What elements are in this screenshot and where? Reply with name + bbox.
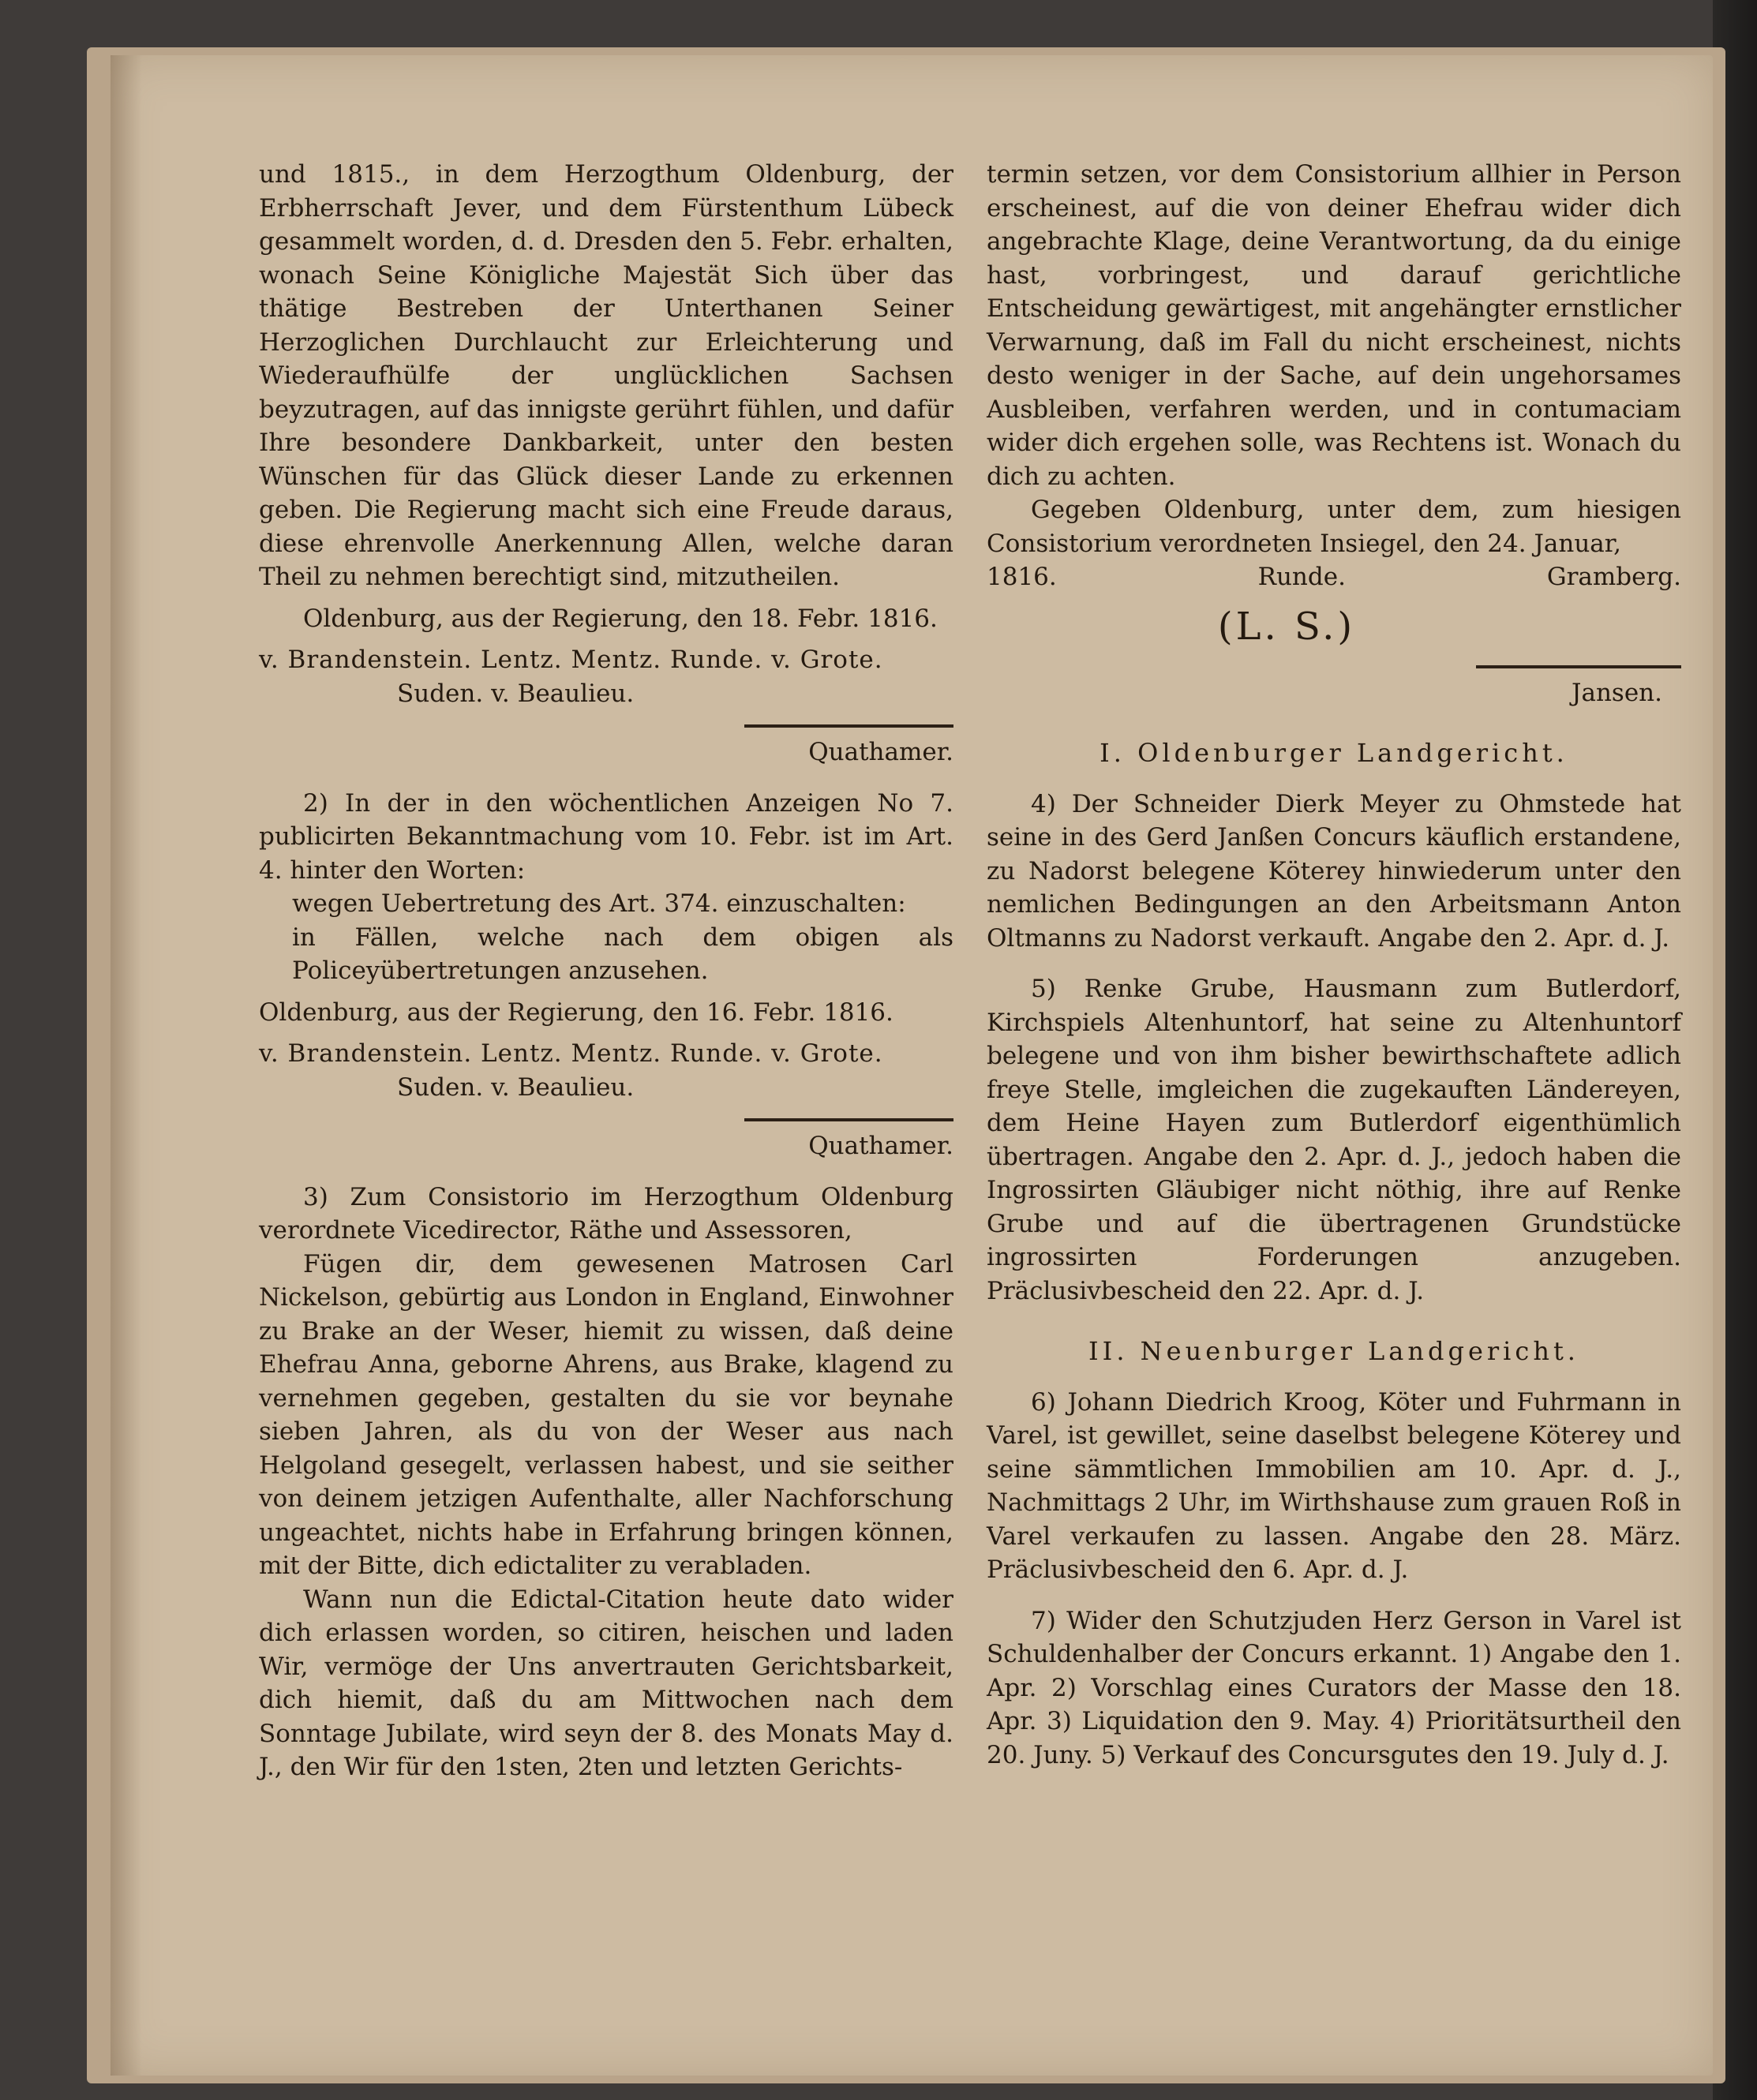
notice1-signatures: v. Brandenstein. Lentz. Mentz. Runde. v. Grote. <box>259 646 883 674</box>
notice3-heading: 3) Zum Consistorio im Herzogthum Oldenburg verordnete Vicedirector, Räthe und Assessoren, <box>259 1182 953 1245</box>
notice1-signatures-cont: Suden. v. Beaulieu. <box>397 679 635 708</box>
notice2-text: 2) In der in den wöchentlichen Anzeigen No 7. publicirten Bekanntmachung vom 10. Febr. ist im Art. 4. hinter den Worten: <box>259 788 953 885</box>
page-fold-shadow <box>111 55 142 2076</box>
notice2-clerk: Quathamer. <box>808 1132 953 1160</box>
notice3-body-1: Fügen dir, dem gewesenen Matrosen Carl Nickelson, gebürtig aus London in England, Einwohner zu Brake an der Weser, hiemit zu wissen, daß deine Ehefrau Anna, geborne Ahrens, aus Brake, klagend zu vernehmen gegeben, gestalten du sie vor beynahe sieben Jahren, als du von der Weser aus nach Helgoland gesegelt, verlassen habest, und sie seither von deinem jetzigen Aufenthalte, aller Nachforschung ungeachtet, nichts habe in Erfahrung bringen können, mit der Bitte, dich edictaliter zu verabladen. <box>259 1249 953 1580</box>
consistorium-clerk: Jansen. <box>1572 678 1662 707</box>
intro-paragraph: und 1815., in dem Herzogthum Oldenburg, der Erbherrschaft Jever, und dem Fürstenthum Lübeck gesammelt worden, d. d. Dresden den 5. Febr. erhalten, wonach Seine Königliche Majestät Sich über das thätige Bestreben der Unterthanen Seiner Herzoglichen Durchlaucht zur Erleichterung und Wiederaufhülfe der unglücklichen Sachsen beyzutragen, auf das innigste gerührt fühlen, und dafür Ihre besondere Dankbarkeit, unter den besten Wünschen für das Glück dieser Lande zu erkennen geben. Die Regierung macht sich eine Freude daraus, diese ehrenvolle Anerkennung Allen, welche daran Theil zu nehmen berechtigt sind, mitzutheilen. <box>259 160 953 591</box>
divider-rule <box>744 1118 953 1121</box>
section-heading-neuenburg: II. Neuenburger Landgericht. <box>1088 1336 1579 1366</box>
notice1-clerk: Quathamer. <box>808 738 953 766</box>
given-signature-line <box>987 560 1681 594</box>
section-heading-oldenburg: I. Oldenburger Landgericht. <box>1100 738 1568 768</box>
given-signature-gramberg: Gramberg. <box>1546 563 1681 591</box>
notice2-quote-2: in Fällen, welche nach dem obigen als Policeyübertretungen anzusehen. <box>292 923 953 985</box>
given-year: 1816. <box>987 563 1057 591</box>
citation-continuation: termin setzen, vor dem Consistorium allhier in Person erscheinest, auf die von deiner Ehefrau wider dich angebrachte Klage, deine Verantwortung, da du einige hast, vorbringest, und darauf gerichtliche Entscheidung gewärtigest, mit angehängter ernstlicher Verwarnung, daß im Fall du nicht erscheinest, nichts desto weniger in der Sache, auf dein ungehorsames Ausbleiben, verfahren werden, und in contumaciam wider dich ergehen solle, was Rechtens ist. Wonach du dich zu achten. <box>987 160 1681 491</box>
notice1-date: Oldenburg, aus der Regierung, den 18. Febr. 1816. <box>303 604 938 633</box>
notice2-signatures: v. Brandenstein. Lentz. Mentz. Runde. v. Grote. <box>259 1039 883 1068</box>
item-6: 6) Johann Diedrich Kroog, Köter und Fuhrmann in Varel, ist gewillet, seine daselbst belegene Köterey und seine sämmtlichen Immobilien am 10. Apr. d. J., Nachmittags 2 Uhr, im Wirthshause zum grauen Roß in Varel verkaufen zu lassen. Angabe den 28. März. Präclusivbescheid den 6. Apr. d. J. <box>987 1387 1681 1584</box>
left-column <box>259 158 953 1784</box>
given-signature-runde: Runde. <box>1257 563 1346 591</box>
notice2-quote-1: wegen Uebertretung des Art. 374. einzuschalten: <box>292 889 906 918</box>
seal-mark: (L. S.) <box>1217 604 1356 649</box>
right-column <box>987 158 1681 1772</box>
item-4: 4) Der Schneider Dierk Meyer zu Ohmstede hat seine in des Gerd Janßen Concurs käuflich erstandene, zu Nadorst belegene Köterey hinwiederum unter den nemlichen Bedingungen an den Arbeitsmann Anton Oltmanns zu Nadorst verkauft. Angabe den 2. Apr. d. J. <box>987 789 1681 953</box>
divider-rule <box>744 724 953 728</box>
notice3-body-2: Wann nun die Edictal-Citation heute dato wider dich erlassen worden, so citiren, heischen und laden Wir, vermöge der Uns anvertrauten Gerichtsbarkeit, dich hiemit, daß du am Mittwochen nach dem Sonntage Jubilate, wird seyn der 8. des Monats May d. J., den Wir für den 1sten, 2ten und letzten Gerichts- <box>259 1585 953 1781</box>
item-7: 7) Wider den Schutzjuden Herz Gerson in Varel ist Schuldenhalber der Concurs erkannt. 1) Angabe den 1. Apr. 2) Vorschlag eines Curators der Masse den 18. Apr. 3) Liquidation den 9. May. 4) Prioritätsurtheil den 20. Juny. 5) Verkauf des Concursgutes den 19. July d. J. <box>987 1606 1681 1769</box>
divider-rule <box>1476 665 1681 668</box>
item-5: 5) Renke Grube, Hausmann zum Butlerdorf, Kirchspiels Altenhuntorf, hat seine zu Altenhuntorf belegene und von ihm bisher bewirthschaftete adlich freye Stelle, imgleichen die zugekauften Ländereyen, dem Heine Hayen zum Butlerdorf eigenthümlich übertragen. Angabe den 2. Apr. d. J., jedoch haben die Ingrossirten Gläubiger nicht nöthig, ihre auf Renke Grube und auf die übertragenen Grundstücke ingrossirten Forderungen anzugeben. Präclusivbescheid den 22. Apr. d. J. <box>987 975 1681 1305</box>
notice2-signatures-cont: Suden. v. Beaulieu. <box>397 1072 635 1102</box>
notice2-date: Oldenburg, aus der Regierung, den 16. Febr. 1816. <box>259 998 893 1027</box>
given-text: Gegeben Oldenburg, unter dem, zum hiesigen Consistorium verordneten Insiegel, den 24. Januar, <box>987 496 1681 558</box>
